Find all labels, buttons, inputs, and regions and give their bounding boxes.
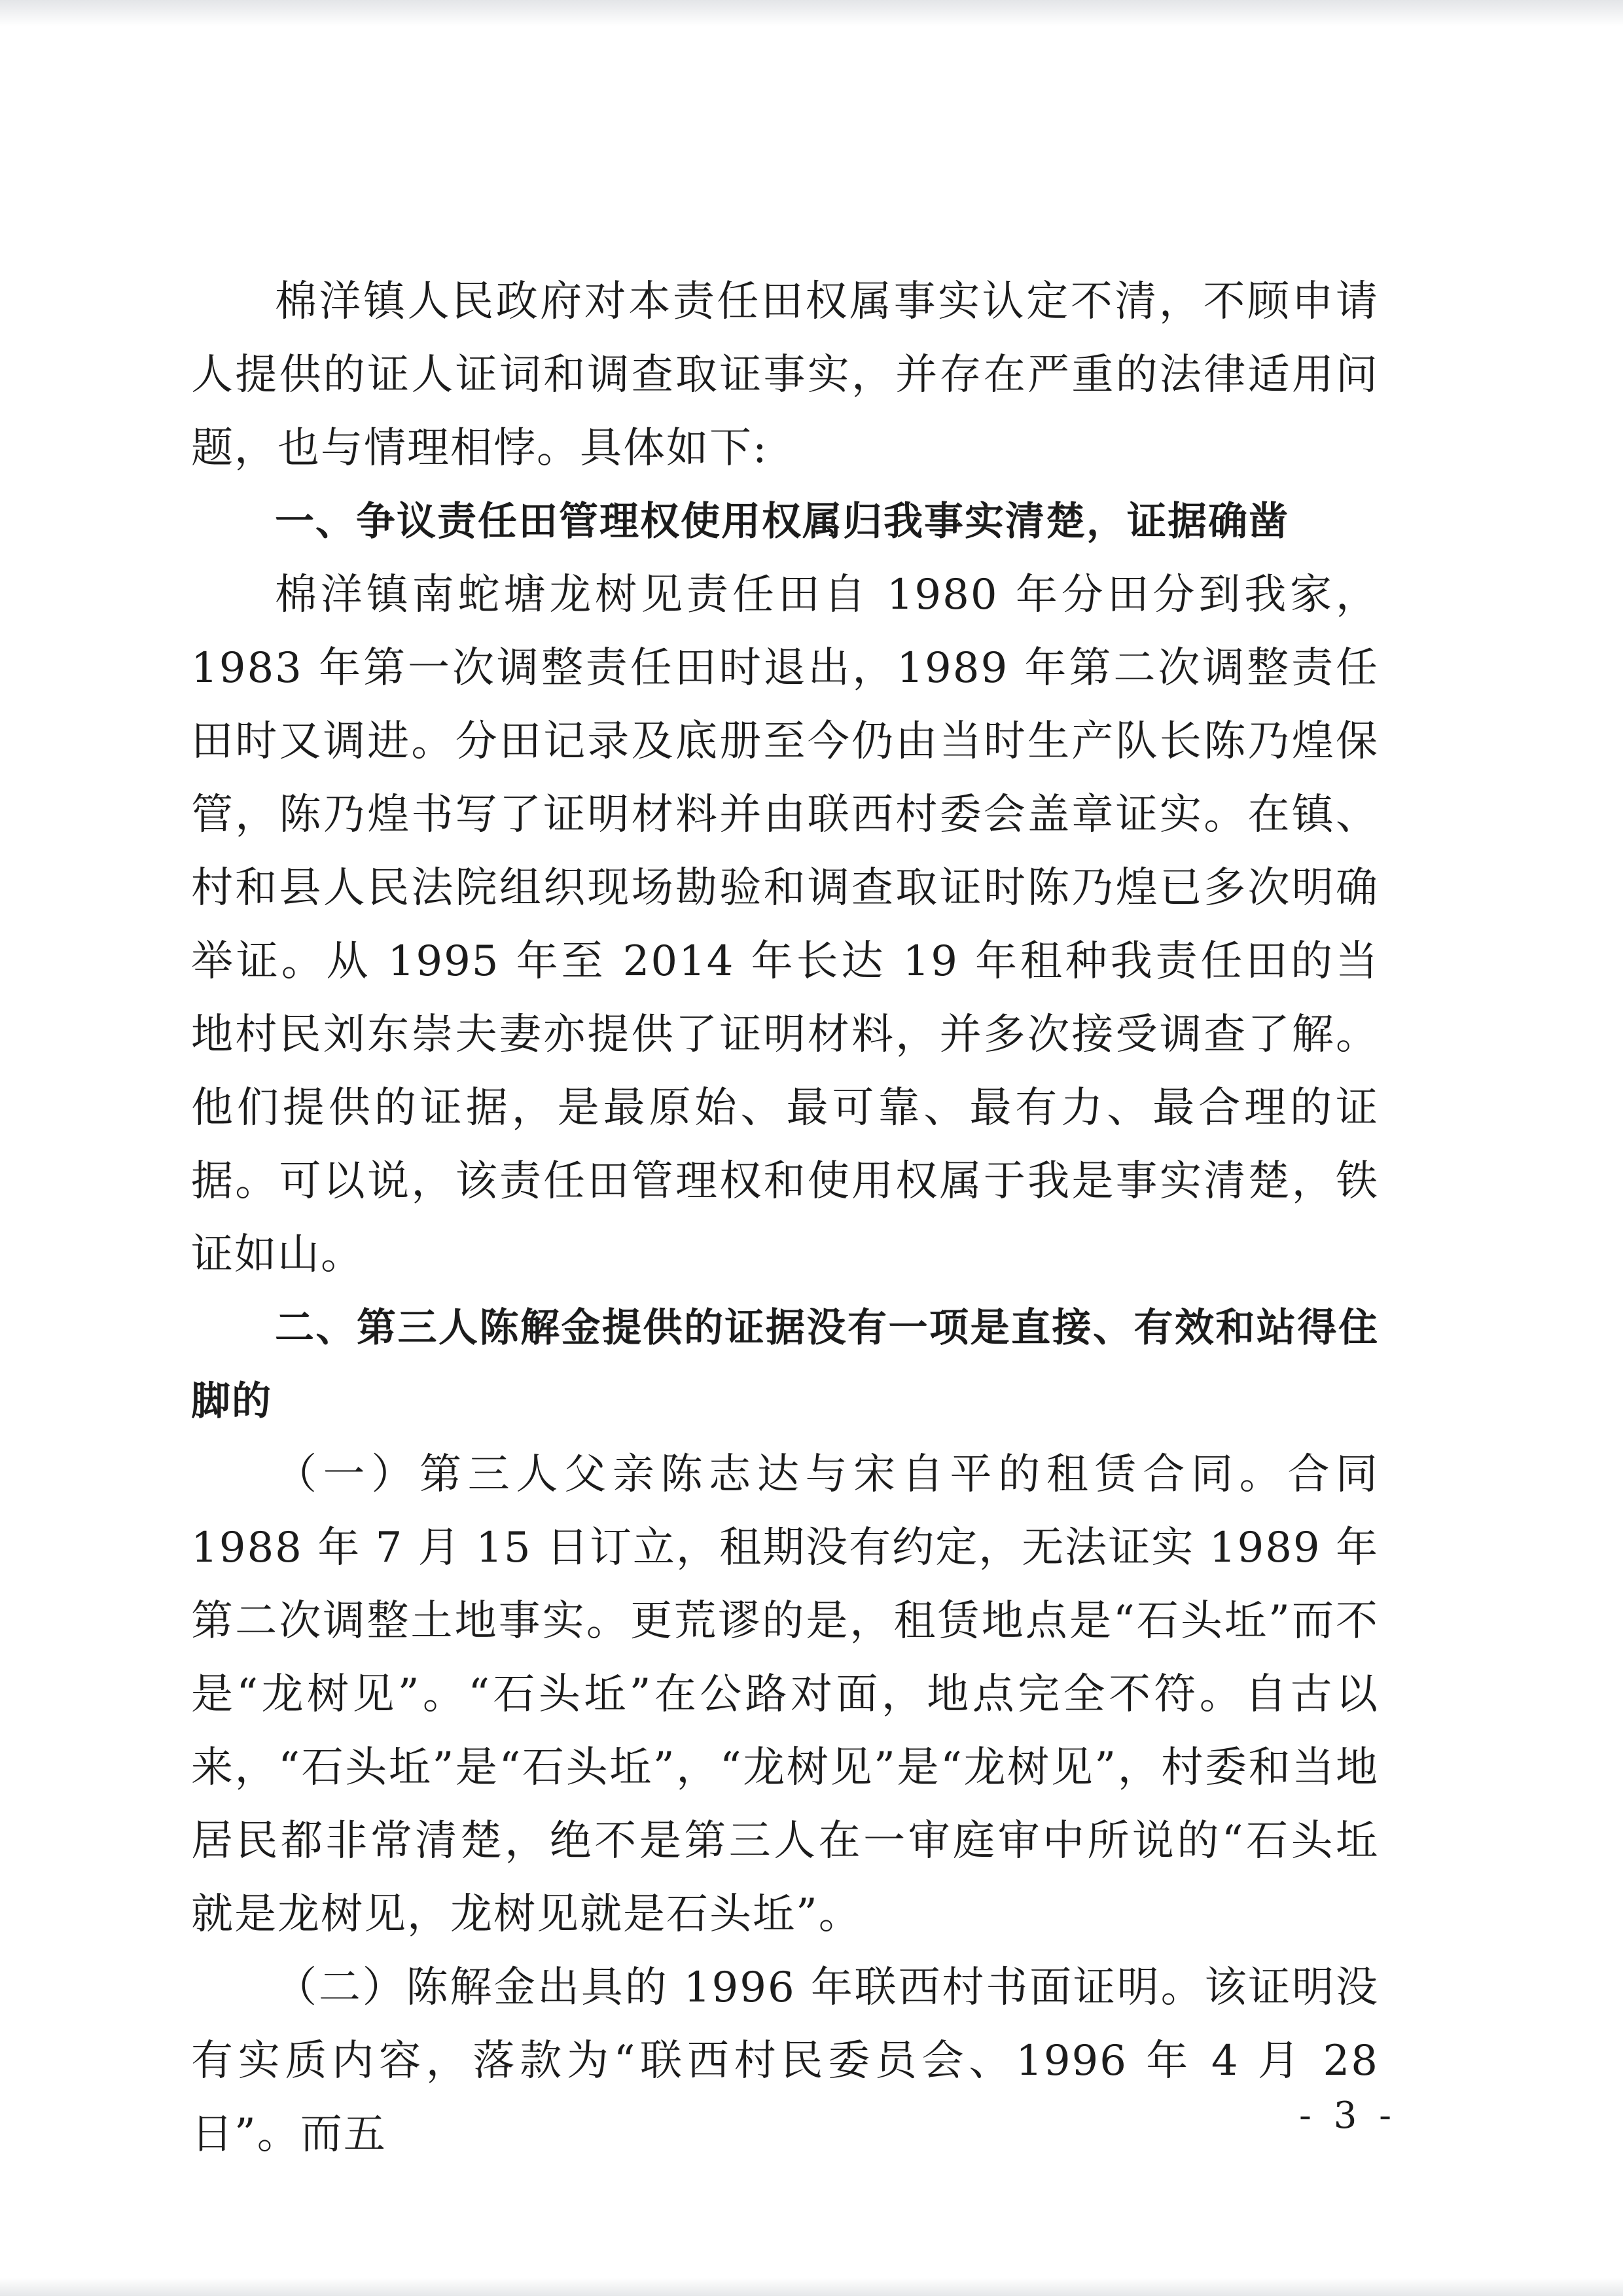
paragraph-section-1: 棉洋镇南蛇塘龙树见责任田自 1980 年分田分到我家，1983 年第一次调整责任田时退出，1989 年第二次调整责任田时又调进。分田记录及底册至今仍由当时生产队长陈乃煌保管，陈乃煌书写了证明材料并由联西村委会盖章证实。在镇、村和县人民法院组织现场勘验和调查取证时陈乃煌已多次明确举证。从 1995 年至 2014 年长达 19 年租种我责任田的当地村民刘东崇夫妻亦提供了证明材料，并多次接受调查了解。他们提供的证据，是最原始、最可靠、最有力、最合理的证据。可以说，该责任田管理权和使用权属于我是事实清楚，铁证如山。 — [191, 571, 1379, 1279]
page-number: - 3 - — [1299, 2094, 1397, 2137]
paragraph-item-2: （二）陈解金出具的 1996 年联西村书面证明。该证明没有实质内容，落款为“联西村民委员会、1996 年 4 月 28 日”。而五 — [191, 1964, 1379, 2159]
section-heading-2: 二、第三人陈解金提供的证据没有一项是直接、有效和站得住脚的 — [191, 1305, 1379, 1424]
document-body — [191, 265, 1379, 2171]
paragraph-intro: 棉洋镇人民政府对本责任田权属事实认定不清，不顾申请人提供的证人证词和调查取证事实，并存在严重的法律适用问题，也与情理相悖。具体如下: — [191, 278, 1379, 473]
scan-edge-top — [0, 0, 1623, 26]
scan-edge-bottom — [0, 2278, 1623, 2296]
paragraph-item-1: （一）第三人父亲陈志达与宋自平的租赁合同。合同 1988 年 7 月 15 日订立，租期没有约定，无法证实 1989 年第二次调整土地事实。更荒谬的是，租赁地点是“石头坵”而不是“龙树见”。“石头坵”在公路对面，地点完全不符。自古以来，“石头坵”是“石头坵”，“龙树见”是“龙树见”，村委和当地居民都非常清楚，绝不是第三人在一审庭审中所说的“石头坵就是龙树见，龙树见就是石头坵”。 — [191, 1450, 1379, 1939]
section-heading-1: 一、争议责任田管理权使用权属归我事实清楚，证据确凿 — [275, 499, 1289, 545]
